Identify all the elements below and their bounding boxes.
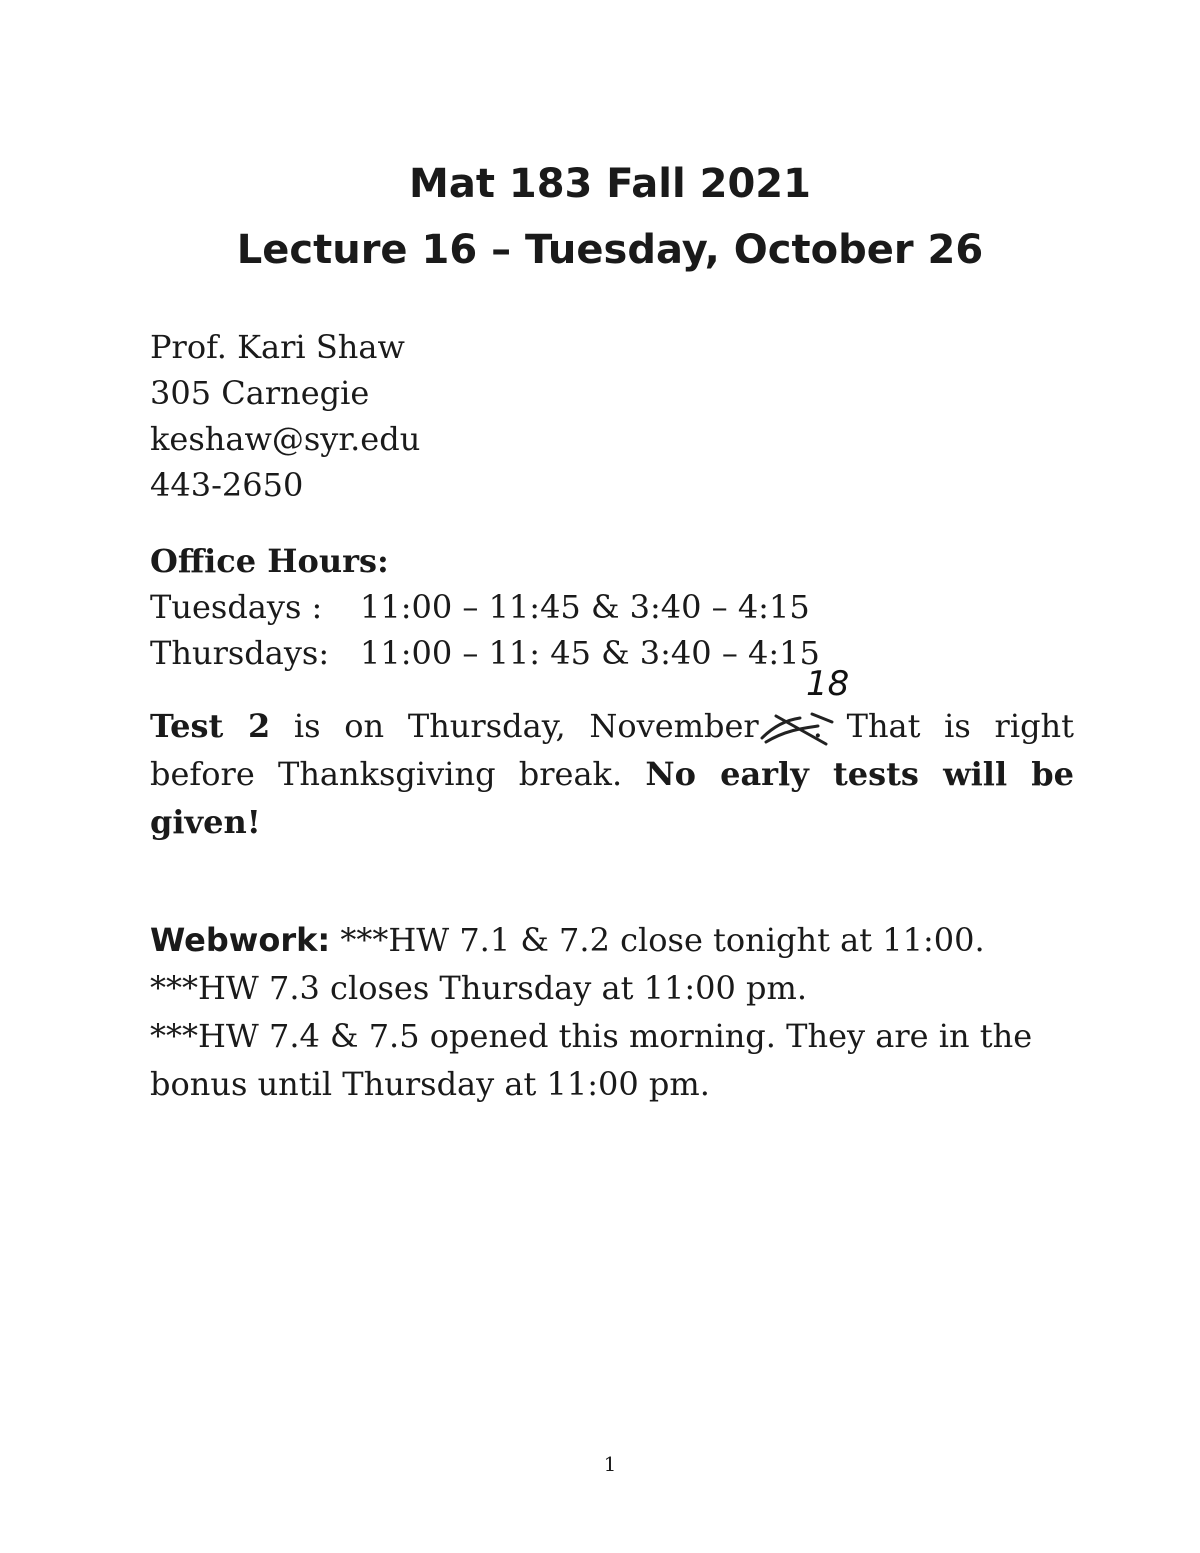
office-hours-day: Tuesdays : (150, 588, 323, 626)
professor-name: Prof. Kari Shaw (150, 328, 405, 366)
handwritten-date-correction: 18 (806, 664, 850, 704)
webwork-section (150, 916, 1074, 1108)
phone-number: 443-2650 (150, 466, 304, 504)
test-break-text: . That is right before Thanksgiving break. (150, 707, 1075, 793)
contact-info (150, 324, 420, 508)
office-hours-day: Thursdays: (150, 634, 330, 672)
webwork-line: ***HW 7.3 closes Thursday at 11:00 pm. (150, 969, 807, 1007)
test-label: Test 2 (150, 707, 271, 745)
webwork-line: ***HW 7.1 & 7.2 close tonight at 11:00. (330, 921, 985, 959)
office-hours-times: 11:00 – 11:45 & 3:40 – 4:15 (360, 588, 810, 626)
no-early-tests-warning: No early tests will be given! (150, 755, 1074, 841)
office-hours-heading: Office Hours: (150, 542, 389, 580)
course-title: Mat 183 Fall 2021 (409, 161, 811, 207)
page-number: 1 (603, 1452, 617, 1476)
webwork-line: bonus until Thursday at 11:00 pm. (150, 1065, 710, 1103)
test-date-text: is on Thursday, November (270, 707, 759, 745)
test-announcement (150, 702, 1074, 846)
crossed-out-date (759, 702, 813, 732)
lecture-date: – Tuesday, October 26 (477, 227, 984, 273)
webwork-line: ***HW 7.4 & 7.5 opened this morning. They are in the (150, 1017, 1033, 1055)
office-hours-row (150, 630, 820, 676)
lecture-number: Lecture 16 (236, 227, 478, 273)
email-address: keshaw@syr.edu (150, 420, 421, 458)
office-location: 305 Carnegie (150, 374, 370, 412)
office-hours-times: 11:00 – 11: 45 & 3:40 – 4:15 (360, 634, 820, 672)
webwork-heading: Webwork: (150, 921, 331, 959)
lecture-title (0, 222, 1200, 278)
office-hours-row (150, 584, 810, 630)
